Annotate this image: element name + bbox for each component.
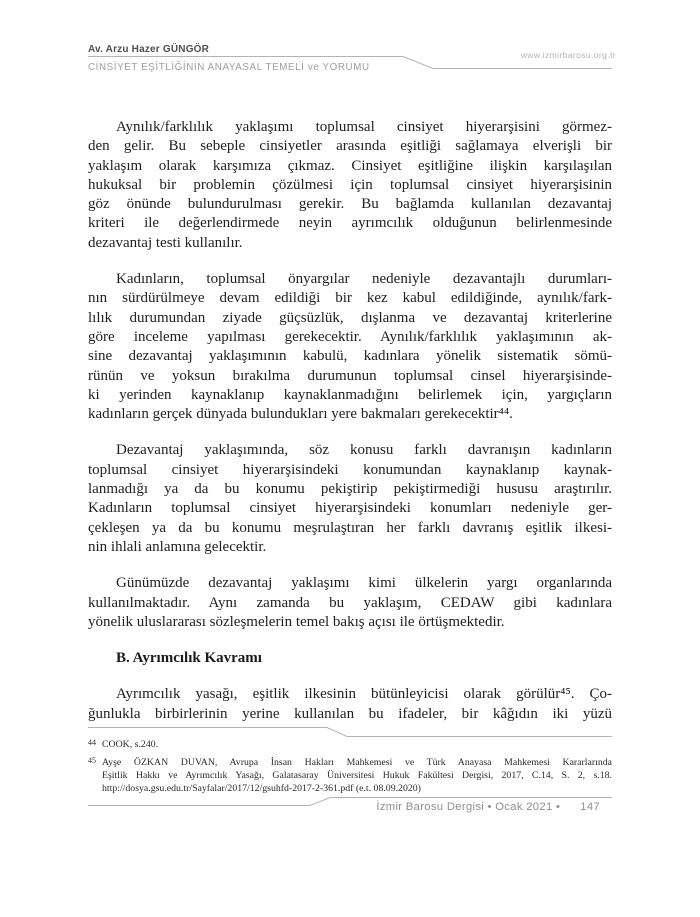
text-line: Dezavantaj yaklaşımında, söz konusu farklı davranışın kadınların [116,442,612,459]
text-line: kullanılmaktadır. Aynı zamanda bu yaklaşım, CEDAW gibi kadınlara [88,594,612,611]
text-line: Aynılık/farklılık yaklaşımı toplumsal cinsiyet hiyerarşisini görmez- [116,119,612,135]
website-url: www.izmirbarosu.org.tr [520,50,616,60]
text-line: hukuksal bir problemin çözülmesi için toplumsal cinsiyet hiyerarşisinin [88,176,612,193]
text-line: lanmadığı ya da bu konumu pekiştirip pekiştirmediği hususu araştırılır. [88,481,612,498]
footnote-line: COOK, s.240. [102,739,159,750]
paragraph [88,574,612,632]
text-line: den gelir. Bu sebeple cinsiyetler arasında eşitliği sağlamaya elverişli bir [88,138,612,155]
footnote-number: 45 [88,755,96,765]
text-line: sine dezavantaj yaklaşımının kabulü, kadınlara yönelik sistematik sömü- [88,348,612,365]
text-line: yönelik uluslararası sözleşmelerin temel bakış açısı ile örtüşmektedir. [88,613,505,630]
text-line: lılık durumundan ziyade güçsüzlük, dışlanma ve dezavantaj kriterlerine [88,309,612,326]
text-line: toplumsal cinsiyet hiyerarşisindeki konumundan kaynaklanıp kaynak- [88,461,612,478]
section-heading: B. Ayrımcılık Kavramı [116,650,262,667]
text-line: ğunlukla birbirlerinin yerine kullanılan bu ifadeler, bir kâğıdın iki yüzü [88,705,612,722]
journal-name: İzmir Barosu Dergisi • Ocak 2021 • [376,801,561,813]
footnote-line: Eşitlik Hakkı ve Ayrımcılık Yasağı, Galatasaray Üniversitesi Hukuk Fakültesi Dergisi, 2017, C.14, S. 2, s.18. [102,769,612,781]
text-line: Kadınların toplumsal cinsiyet hiyerarşisindeki konumları nedeniyle ger- [88,500,612,517]
text-line: Günümüzde dezavantaj yaklaşımı kimi ülkelerin yargı organlarında [116,575,612,592]
text-line: Ayrımcılık yasağı, eşitlik ilkesinin bütünleyicisi olarak görülür⁴⁵. Ço- [116,686,612,703]
paragraph [88,118,612,253]
footnote-separator-rule [88,726,612,740]
page-number: 147 [580,801,600,813]
footnotes-section [88,739,612,801]
footnote-number: 44 [88,738,96,747]
text-line: göre inceleme yapılması gerekecektir. Aynılık/farklılık yaklaşımının ak- [88,328,612,345]
paragraph [88,441,612,557]
text-line: rünün ve yoksun bırakılma durumunun toplumsal cinsel hiyerarşisinde- [88,367,612,384]
text-line: nin ihlali anlamına gelecektir. [88,538,267,555]
body-text [88,118,612,741]
text-line: Kadınların, toplumsal önyargılar nedeniyle dezavantajlı durumları- [116,271,612,288]
footnote [88,757,612,796]
text-line: nın sürdürülmeye devam edildiği bir kez kabul edildiğinde, aynılık/fark- [88,290,612,307]
paragraph [88,270,612,424]
text-line: kadınların gerçek dünyada bulundukları yere bakmaları gerekecektir⁴⁴. [88,406,513,423]
text-line: kriteri ile değerlendirmede neyin ayrımcılık olduğunun belirlenmesinde [88,215,612,232]
article-title: CİNSİYET EŞİTLİĞİNİN ANAYASAL TEMELİ ve YORUMU [88,62,370,73]
author-name: Av. Arzu Hazer GÜNGÖR [88,44,210,55]
text-line: ki yerinden kaynaklanıp kaynaklanmadığını belirlemek için, yargıçların [88,386,612,403]
text-line: dezavantaj testi kullanılır. [88,234,243,251]
footnote-line: http://dosya.gsu.edu.tr/Sayfalar/2017/12/gsuhfd-2017-2-361.pdf (e.t. 08.09.2020) [102,782,421,794]
footnote [88,739,612,752]
footnote-line: Ayşe ÖZKAN DUVAN, Avrupa İnsan Hakları Mahkemesi ve Türk Anayasa Mahkemesi Kararlarında [102,756,612,768]
page-footer [376,801,600,813]
text-line: göz önünde bulundurulması gerekir. Bu bağlamda kullanılan dezavantaj [88,196,612,213]
paragraph [88,685,612,724]
text-line: yaklaşım olarak karşımıza çıkmaz. Cinsiyet eşitliğine ilişkin karşılaşılan [88,157,612,174]
text-line: çekleşen ya da bu konumu meşrulaştıran her farklı davranış eşitlik ilkesi- [88,519,612,536]
